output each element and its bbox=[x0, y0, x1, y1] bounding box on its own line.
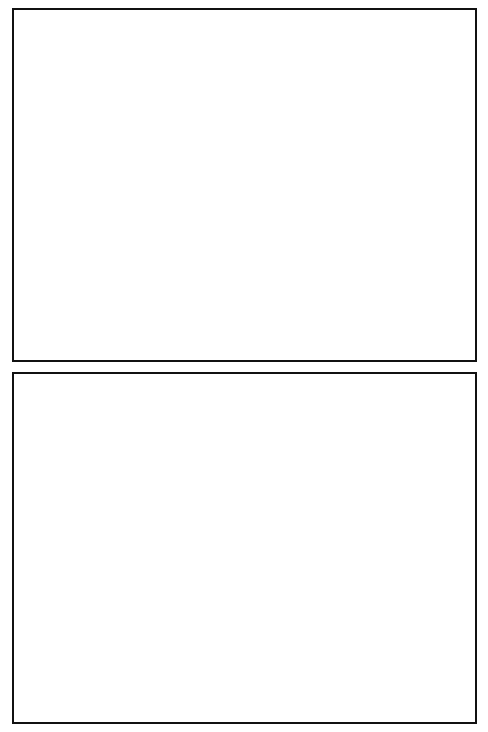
lower-text-panel bbox=[12, 372, 477, 724]
upper-text-panel bbox=[12, 8, 477, 362]
lower-columns bbox=[20, 378, 469, 718]
upper-columns bbox=[20, 14, 469, 356]
